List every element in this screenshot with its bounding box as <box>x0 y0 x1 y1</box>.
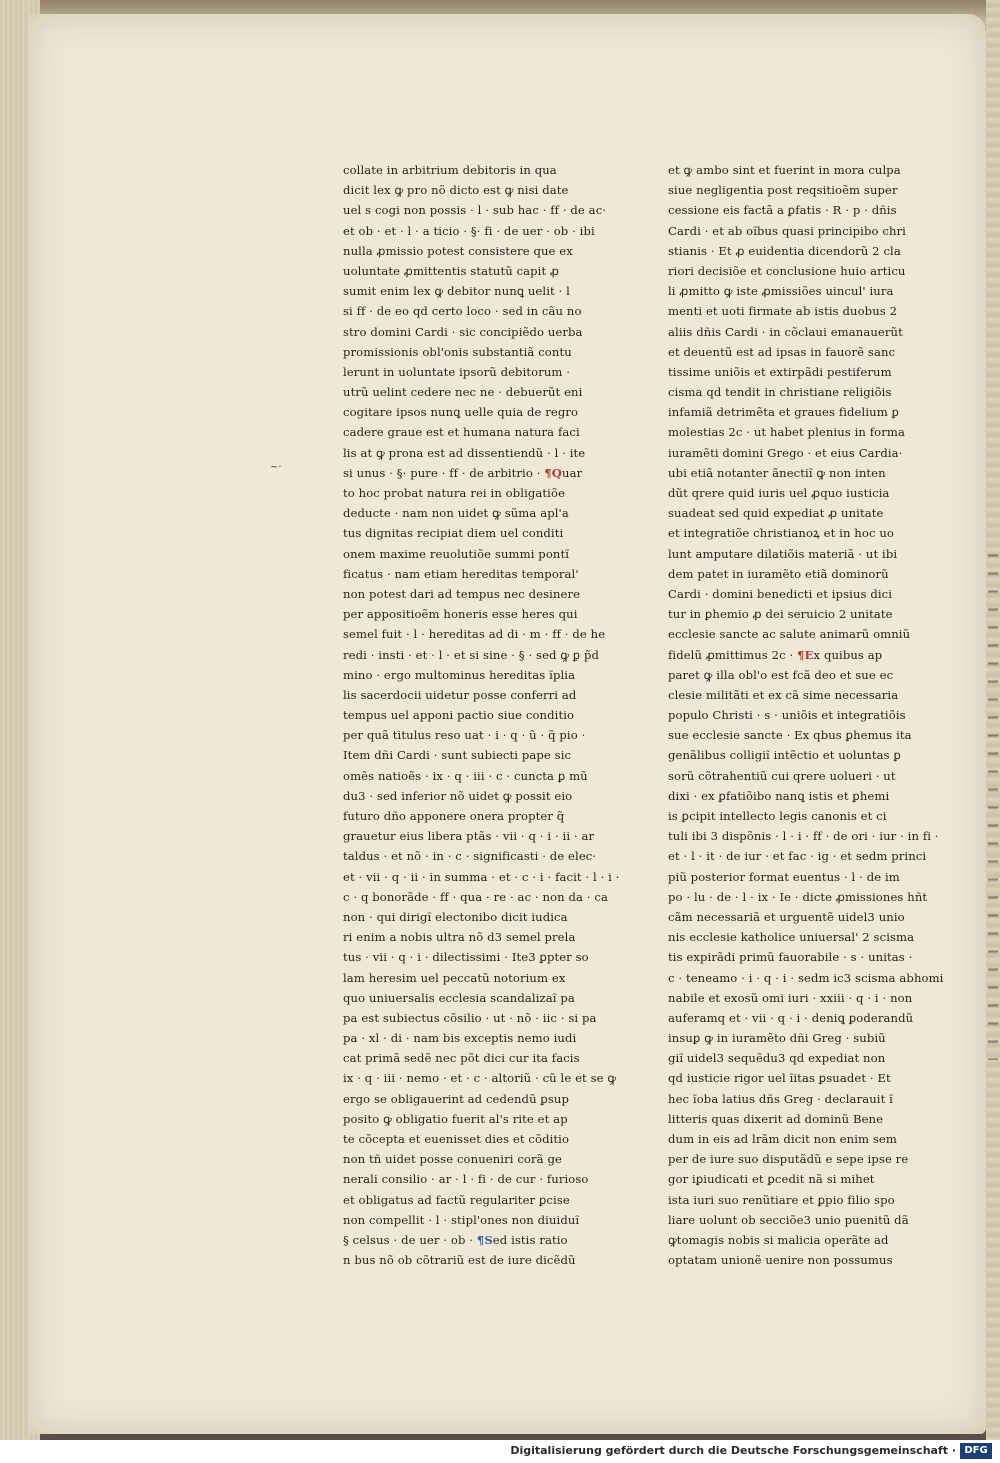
text-line <box>668 281 918 301</box>
rubric-continuation: x quibus ap <box>813 647 883 662</box>
line-text: dũt qrere quid iuris uel ꝓquo iusticia <box>668 486 890 500</box>
line-text: liare uolunt ob secciõe3 unio puenitũ dã <box>668 1212 909 1227</box>
text-line <box>343 281 593 301</box>
text-line <box>668 1028 918 1048</box>
line-text: populo Christi · s · uniõis et integratiõis <box>668 708 906 723</box>
line-text: et · l · it · de iur · et fac · ig · et sedm princi <box>668 849 927 864</box>
text-line <box>343 1048 593 1068</box>
line-text: si unus · §· pure · ff · de arbitrio · <box>343 465 541 480</box>
text-line <box>668 685 918 705</box>
text-line <box>668 564 918 584</box>
text-line <box>343 766 593 786</box>
line-text: dem patet in iuramẽto etiã dominorũ <box>668 566 889 581</box>
line-text: per appositioẽm honeris esse heres qui <box>343 607 578 622</box>
line-text: litteris quas dixerit ad dominũ Bene <box>668 1111 884 1126</box>
line-text: stianis · Et ꝓ euidentia dicendorũ 2 cla <box>668 243 901 258</box>
text-line <box>343 725 593 745</box>
line-text: si ff · de eo qd certo loco · sed in cãu no <box>343 304 582 319</box>
text-line <box>343 180 593 200</box>
line-text: nis ecclesie katholice uniuersal' 2 scisma <box>668 930 915 945</box>
text-line <box>668 584 918 604</box>
line-text: futuro dño apponere onera propter q̃ <box>343 809 565 823</box>
line-text: c · teneamo · i · q · i · sedm ic3 scisma abhomi <box>668 970 944 985</box>
text-line <box>668 645 918 665</box>
text-line <box>343 1250 593 1270</box>
line-text: Item dñi Cardi · sunt subiecti pape sic <box>343 748 572 763</box>
dfg-logo: DFG <box>960 1443 992 1459</box>
text-line <box>668 362 918 382</box>
line-text: § celsus · de uer · ob · <box>343 1232 474 1247</box>
line-text: c · q bonorãde · ff · qua · re · ac · non da · ca <box>343 889 609 904</box>
line-text: lerunt in uoluntate ipsorũ debitorum · <box>343 364 571 379</box>
text-line <box>668 665 918 685</box>
line-text: qd iusticie rigor uel ĩitas ꝑsuadet · Et <box>668 1071 891 1086</box>
line-text: nulla ꝓmissio potest consistere que ex <box>343 243 573 258</box>
line-text: lam heresim uel peccatũ notorium ex <box>343 970 566 985</box>
line-text: uoluntate ꝓmittentis statutũ capit ꝓ <box>343 263 560 278</box>
text-line <box>343 927 593 947</box>
rubric-continuation: uar <box>562 465 583 480</box>
line-text: tis expirãdi primũ fauorabile · s · unitas · <box>668 950 913 965</box>
text-line <box>343 322 593 342</box>
line-text: mino · ergo multominus hereditas ĩplia <box>343 667 576 682</box>
text-line <box>343 665 593 685</box>
text-line <box>668 422 918 442</box>
text-line <box>343 1008 597 1028</box>
line-text: cogitare ipsos nunꝗ uelle quia de regro <box>343 405 579 420</box>
line-text: cisma qd tendit in christiane religiõis <box>668 385 892 400</box>
line-text: te cõcepta et euenisset dies et cõditio <box>343 1132 570 1146</box>
line-text: giĩ uidel3 sequẽdu3 qd expediat non <box>668 1051 886 1066</box>
line-text: cãm necessariã et urguentẽ uidel3 unio <box>668 909 905 924</box>
text-line <box>343 503 593 523</box>
line-text: ergo se obligauerint ad cedendũ ꝑsup <box>343 1091 570 1106</box>
line-text: fidelũ ꝓmittimus 2c · <box>668 647 794 662</box>
rubric-initial: ¶E <box>797 647 814 662</box>
text-line <box>668 1068 918 1088</box>
text-line <box>343 402 593 422</box>
line-text: Cardi · et ab oĩbus quasi principibo chri <box>668 223 906 238</box>
text-line <box>343 1149 593 1169</box>
text-line <box>668 1250 918 1270</box>
line-text: et deuentũ est ad ipsas in fauorẽ sanc <box>668 344 896 359</box>
line-text: li ꝓmitto ꝙ iste ꝓmissiões uincul' iura <box>668 284 894 299</box>
line-text: paret ꝙ illa obl'o est fcã deo et sue ec <box>668 667 894 682</box>
text-line <box>343 685 593 705</box>
line-text: tus · vii · q · i · dilectissimi · Ite3 ꝑpter so <box>343 950 589 965</box>
line-text: ecclesie sancte ac salute animarũ omniũ <box>668 627 911 642</box>
line-text: tempus uel apponi pactio siue conditio <box>343 708 575 723</box>
line-text: et · vii · q · ii · in summa · et · c · i · facit · l · i · <box>343 869 620 884</box>
margin-mark: ~· <box>270 462 282 473</box>
line-text: aliis dñis Cardi · in cõclaui emanauerũt <box>668 324 903 339</box>
text-line <box>668 947 918 967</box>
rubric-initial: ¶S <box>476 1232 493 1247</box>
line-text: per de iure suo disputãdũ e sepe ipse re <box>668 1152 909 1167</box>
line-text: tur in ꝑhemio ꝓ dei seruicio 2 unitate <box>668 607 893 622</box>
text-line <box>668 523 918 543</box>
text-line <box>343 160 593 180</box>
text-line <box>343 826 593 846</box>
text-line <box>668 1210 918 1230</box>
text-line <box>668 322 918 342</box>
line-text: siue negligentia post reqsitioẽm super <box>668 183 898 198</box>
line-text: omẽs natioẽs · ix · q · iii · c · cuncta ꝑ mũ <box>343 768 588 783</box>
line-text: collate in arbitrium debitoris in qua <box>343 163 557 177</box>
text-line <box>668 402 918 422</box>
line-text: du3 · sed inferior nõ uidet ꝙ possit eio <box>343 788 573 803</box>
line-text: nabile et exosũ omi iuri · xxiii · q · i · non <box>668 990 913 1005</box>
text-line <box>668 988 918 1008</box>
text-line <box>343 1109 593 1129</box>
text-line <box>343 806 593 826</box>
text-line <box>343 241 593 261</box>
text-line <box>343 261 593 281</box>
line-text: cessione eis factã a ꝑfatis · R · p · dñis <box>668 203 897 218</box>
text-line <box>668 342 918 362</box>
text-line <box>343 705 593 725</box>
line-text: pa est subiectus cõsilio · ut · nõ · iic · si pa <box>343 1010 597 1025</box>
text-line <box>668 968 944 988</box>
line-text: sue ecclesie sancte · Ex qbus ꝑhemus ita <box>668 728 912 743</box>
text-line <box>343 301 593 321</box>
line-text: lunt amputare dilatiõis materiã · ut ibi <box>668 546 898 561</box>
line-text: menti et uoti firmate ab istis duobus 2 <box>668 304 898 319</box>
line-text: non compellit · l · stipl'ones non diuiduĩ <box>343 1212 580 1227</box>
line-text: non tñ uidet posse conueniri corã ge <box>343 1152 562 1167</box>
facing-page-text-marks <box>988 540 998 1060</box>
line-text: to hoc probat natura rei in obligatiõe <box>343 486 566 500</box>
text-line <box>668 725 918 745</box>
line-text: promissionis obl'onis substantiã contu <box>343 344 572 359</box>
text-line <box>343 221 593 241</box>
text-line <box>668 826 939 846</box>
line-text: redi · insti · et · l · et si sine · § · sed ꝙ ꝑ p̃d <box>343 647 599 662</box>
line-text: semel fuit · l · hereditas ad di · m · ff · de he <box>343 627 606 642</box>
text-line <box>668 1230 918 1250</box>
text-line <box>668 604 918 624</box>
line-text: dum in eis ad lrãm dicit non enim sem <box>668 1132 897 1146</box>
line-text: ꝙtomagis nobis si malicia operãte ad <box>668 1232 889 1247</box>
line-text: taldus · et nõ · in · c · significasti · de elec· <box>343 849 597 864</box>
text-line <box>343 362 593 382</box>
text-line <box>343 988 593 1008</box>
rubric-continuation: ed istis ratio <box>492 1232 568 1247</box>
text-line <box>668 301 918 321</box>
line-text: dicit lex ꝙ pro nõ dicto est ꝙ nisi date <box>343 183 569 198</box>
line-text: suadeat sed quid expediat ꝓ unitate <box>668 506 884 521</box>
text-line <box>668 624 918 644</box>
line-text: sumit enim lex ꝙ debitor nunꝗ uelit · l <box>343 284 570 299</box>
line-text: optatam unionẽ uenire non possumus <box>668 1253 893 1268</box>
text-line <box>343 645 599 665</box>
line-text: tus dignitas recipiat diem uel conditi <box>343 526 564 541</box>
line-text: sorũ cõtrahentiũ cui qrere uolueri · ut <box>668 768 896 783</box>
text-line <box>668 544 918 564</box>
text-line <box>343 1230 593 1250</box>
line-text: dixi · ex ꝑfatiõibo nanꝗ istis et ꝑhemi <box>668 788 890 803</box>
text-line <box>668 927 918 947</box>
text-line <box>343 523 593 543</box>
line-text: gor iꝑiudicati et ꝑcedit nã si mihet <box>668 1172 875 1187</box>
line-text: onem maxime reuolutiõe summi pontĩ <box>343 546 570 561</box>
line-text: tissime uniõis et extirpãdi pestiferum <box>668 364 892 379</box>
text-column-right <box>668 160 944 1270</box>
line-text: Cardi · domini benedicti et ipsius dici <box>668 586 893 601</box>
footer-bar <box>0 1440 1000 1463</box>
text-line <box>668 382 918 402</box>
text-line <box>343 1190 593 1210</box>
text-line <box>668 261 918 281</box>
text-line <box>343 342 593 362</box>
text-line <box>343 745 593 765</box>
line-text: piũ posterior format euentus · l · de im <box>668 869 900 884</box>
text-line <box>668 160 918 180</box>
text-line <box>343 544 593 564</box>
text-line <box>343 846 597 866</box>
line-text: grauetur eius libera ptãs · vii · q · i · ii · ar <box>343 829 595 844</box>
line-text: clesie militãti et ex cã sime necessaria <box>668 687 899 702</box>
line-text: nerali consilio · ar · l · fi · de cur · furioso <box>343 1172 589 1187</box>
line-text: hec ĩoba latius dñs Greg · declarauit ĩ <box>668 1091 893 1106</box>
text-line <box>668 1129 918 1149</box>
text-line <box>343 200 607 220</box>
line-text: infamiã detrimẽta et graues fidelium ꝑ <box>668 405 900 420</box>
line-text: riori decisiõe et conclusione huio articu <box>668 263 906 278</box>
text-line <box>668 1149 918 1169</box>
text-line <box>668 806 918 826</box>
text-line <box>343 907 593 927</box>
text-line <box>668 1109 918 1129</box>
line-text: is ꝑcipit intellecto legis canonis et ci <box>668 809 887 823</box>
line-text: iuramẽti domini Grego · et eius Cardia· <box>668 445 903 460</box>
line-text: ubi etiã notanter ãnectiĩ ꝙ non inten <box>668 465 886 480</box>
text-line <box>343 786 593 806</box>
text-line <box>343 564 593 584</box>
line-text: non · qui dirigĩ electonibo dicit iudica <box>343 909 568 924</box>
text-line <box>668 200 918 220</box>
text-column-left <box>343 160 620 1270</box>
text-line <box>343 624 606 644</box>
text-line <box>343 584 593 604</box>
line-text: utrũ uelint cedere nec ne · debuerũt eni <box>343 385 583 400</box>
text-line <box>343 463 593 483</box>
line-text: auferamq et · vii · q · i · deniꝗ ꝑoderandũ <box>668 1010 914 1025</box>
text-line <box>668 887 928 907</box>
funding-notice: Digitalisierung gefördert durch die Deutsche Forschungsgemeinschaft · <box>510 1444 956 1457</box>
line-text: ri enim a nobis ultra nõ d3 semel prela <box>343 930 576 945</box>
text-line <box>668 745 918 765</box>
rubric-initial: ¶Q <box>544 465 562 480</box>
text-line <box>343 1129 593 1149</box>
line-text: ista iuri suo renũtiare et ꝑpio filio spo <box>668 1192 895 1207</box>
text-line <box>668 241 918 261</box>
text-line <box>343 382 593 402</box>
text-line <box>343 968 593 988</box>
text-line <box>668 705 918 725</box>
line-text: cadere graue est et humana natura faci <box>343 425 580 440</box>
text-line <box>668 443 918 463</box>
text-line <box>668 907 918 927</box>
text-line <box>343 947 593 967</box>
text-line <box>343 1169 593 1189</box>
line-text: insuꝑ ꝙ in iuramẽto dñi Greg · subiũ <box>668 1031 886 1046</box>
line-text: uel s cogi non possis · l · sub hac · ff · de ac· <box>343 203 607 218</box>
line-text: stro domini Cardi · sic concipiẽdo uerba <box>343 324 583 339</box>
line-text: ficatus · nam etiam hereditas temporal' <box>343 566 579 581</box>
line-text: lis sacerdocii uidetur posse conferri ad <box>343 687 577 702</box>
line-text: cat primã sedẽ nec põt dici cur ita facis <box>343 1051 580 1066</box>
line-text: et obligatus ad factũ regulariter ꝑcise <box>343 1192 570 1207</box>
text-line <box>668 503 918 523</box>
line-text: posito ꝙ obligatio fuerit al's rite et ap <box>343 1111 568 1126</box>
line-text: po · lu · de · l · ix · Ie · dicte ꝓmissiones hñt <box>668 889 928 904</box>
text-line <box>343 1089 593 1109</box>
text-line <box>343 887 609 907</box>
line-text: non potest dari ad tempus nec desinere <box>343 586 581 601</box>
text-line <box>668 180 918 200</box>
text-line <box>668 1008 918 1028</box>
line-text: tuli ibi 3 dispõnis · l · i · ff · de ori · iur · in fi · <box>668 829 939 844</box>
line-text: quo uniuersalis ecclesia scandalizaĩ pa <box>343 990 575 1005</box>
line-text: et integratiõe christianoꝝ et in hoc uo <box>668 526 894 541</box>
text-line <box>668 867 918 887</box>
text-line <box>343 604 593 624</box>
text-line <box>668 766 918 786</box>
text-line <box>668 1169 918 1189</box>
line-text: molestias 2c · ut habet plenius in forma <box>668 425 905 440</box>
text-line <box>343 1068 617 1088</box>
text-line <box>343 483 593 503</box>
line-text: pa · xl · di · nam bis exceptis nemo iudi <box>343 1031 577 1046</box>
text-line <box>343 1210 593 1230</box>
text-line <box>343 1028 593 1048</box>
text-line <box>668 483 918 503</box>
text-line <box>668 221 918 241</box>
text-line <box>668 1089 918 1109</box>
line-text: et ꝙ ambo sint et fuerint in mora culpa <box>668 163 901 177</box>
line-text: n bus nõ ob cõtrariũ est de iure dicẽdũ <box>343 1253 576 1268</box>
line-text: et ob · et · l · a ticio · §· fi · de uer · ob · ibi <box>343 223 595 238</box>
text-line <box>668 1190 918 1210</box>
text-line <box>343 867 620 887</box>
line-text: genãlibus colligiĩ intẽctio et uoluntas ꝑ <box>668 748 901 763</box>
text-line <box>343 443 593 463</box>
text-line <box>343 422 593 442</box>
text-line <box>668 846 927 866</box>
text-line <box>668 1048 918 1068</box>
text-line <box>668 786 918 806</box>
line-text: lis at ꝙ prona est ad dissentiendũ · l · ite <box>343 445 586 460</box>
line-text: ix · q · iii · nemo · et · c · altoriũ · cũ le et se ꝙ <box>343 1071 617 1086</box>
line-text: deducte · nam non uidet ꝙ sũma apl'a <box>343 506 569 521</box>
text-line <box>668 463 918 483</box>
line-text: per quã titulus reso uat · i · q · ũ · q̃ pio · <box>343 728 586 743</box>
